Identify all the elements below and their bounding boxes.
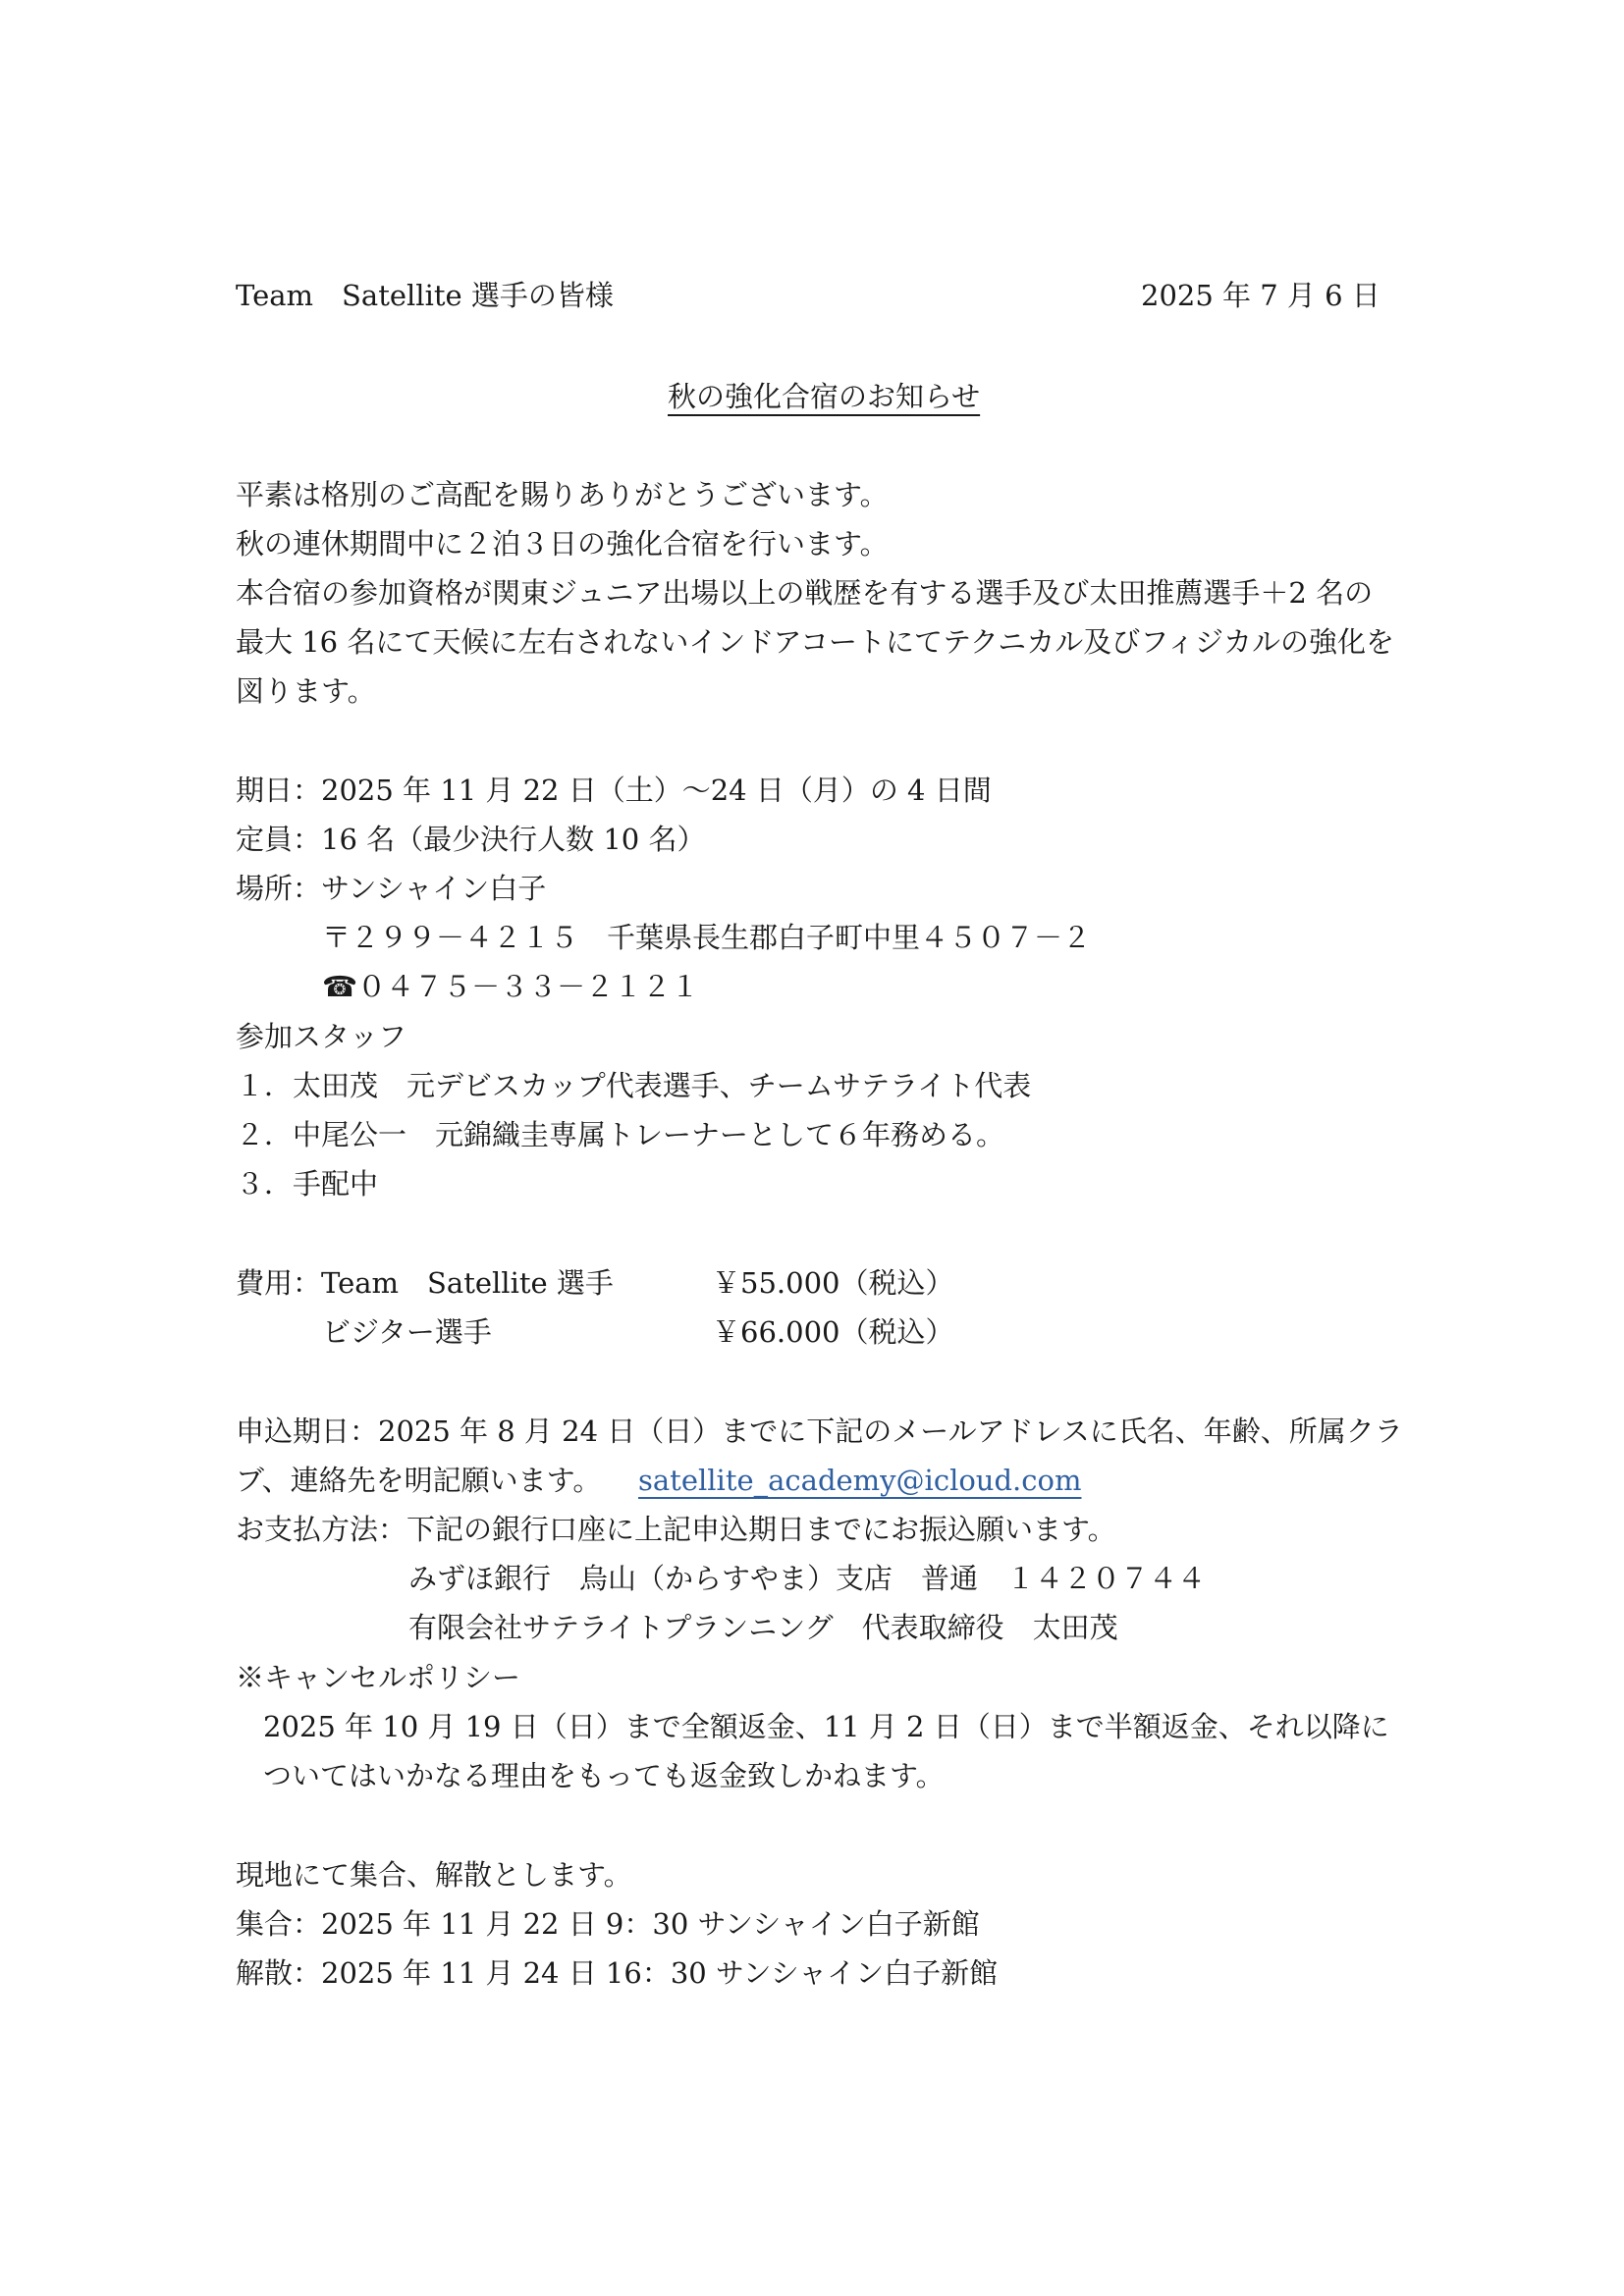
fee-price: ￥66.000（税込） xyxy=(712,1315,954,1349)
staff-item: １．太田茂 元デビスカップ代表選手、チームサテライト代表 xyxy=(236,1069,1032,1102)
recipient-line: Team Satellite 選手の皆様 xyxy=(236,279,614,312)
bank-line: みずほ銀行 烏山（からすやま）支店 普通 １４２０７４４ xyxy=(408,1562,1207,1595)
document-title: 秋の強化合宿のお知らせ xyxy=(668,380,981,413)
application-line-2: ブ、連絡先を明記願います。 xyxy=(236,1464,602,1497)
intro-line-5: 図ります。 xyxy=(236,674,376,708)
intro-line-2: 秋の連休期間中に２泊３日の強化合宿を行います。 xyxy=(236,527,889,561)
venue-phone: ☎０４７５－３３－２１２１ xyxy=(322,970,700,1003)
intro-line-1: 平素は格別のご高配を賜りありがとうございます。 xyxy=(236,478,889,511)
cancel-policy-heading: ※キャンセルポリシー xyxy=(236,1661,521,1694)
intro-line-3: 本合宿の参加資格が関東ジュニア出場以上の戦歴を有する選手及び太田推薦選手＋2 名の xyxy=(236,576,1374,610)
venue-address: 〒２９９－４２１５ 千葉県長生郡白子町中里４５０７－２ xyxy=(322,921,1092,954)
dismiss-line: 解散：2025 年 11 月 24 日 16：30 サンシャイン白子新館 xyxy=(236,1956,999,1990)
document-date: 2025 年 7 月 6 日 xyxy=(1141,279,1380,312)
payment-line: お支払方法：下記の銀行口座に上記申込期日までにお振込願います。 xyxy=(236,1513,1116,1546)
fee-label: ビジター選手 xyxy=(322,1315,492,1349)
meeting-note: 現地にて集合、解散とします。 xyxy=(236,1858,632,1892)
application-line-1: 申込期日：2025 年 8 月 24 日（日）までに下記のメールアドレスに氏名、年齢、所属クラ xyxy=(236,1415,1403,1448)
staff-item: ３．手配中 xyxy=(236,1167,379,1201)
cancel-policy-line-2: ついてはいかなる理由をもっても返金致しかねます。 xyxy=(263,1759,945,1792)
staff-item: ２．中尾公一 元錦織圭専属トレーナーとして６年務める。 xyxy=(236,1118,1005,1151)
staff-heading: 参加スタッフ xyxy=(236,1020,407,1053)
account-holder-line: 有限会社サテライトプランニング 代表取締役 太田茂 xyxy=(408,1611,1118,1644)
contact-email-link[interactable]: satellite_academy@icloud.com xyxy=(638,1464,1082,1497)
fee-label: 費用：Team Satellite 選手 xyxy=(236,1266,614,1300)
cancel-policy-line-1: 2025 年 10 月 19 日（日）まで全額返金、11 月 2 日（日）まで半額返金、それ以降に xyxy=(263,1710,1389,1743)
venue-line: 場所：サンシャイン白子 xyxy=(236,872,547,905)
period-line: 期日：2025 年 11 月 22 日（土）～24 日（月）の 4 日間 xyxy=(236,774,992,807)
capacity-line: 定員：16 名（最少決行人数 10 名） xyxy=(236,823,706,856)
gather-line: 集合：2025 年 11 月 22 日 9：30 サンシャイン白子新館 xyxy=(236,1907,980,1941)
intro-line-4: 最大 16 名にて天候に左右されないインドアコートにてテクニカル及びフィジカルの強化を xyxy=(236,625,1394,659)
fee-price: ￥55.000（税込） xyxy=(712,1266,954,1300)
